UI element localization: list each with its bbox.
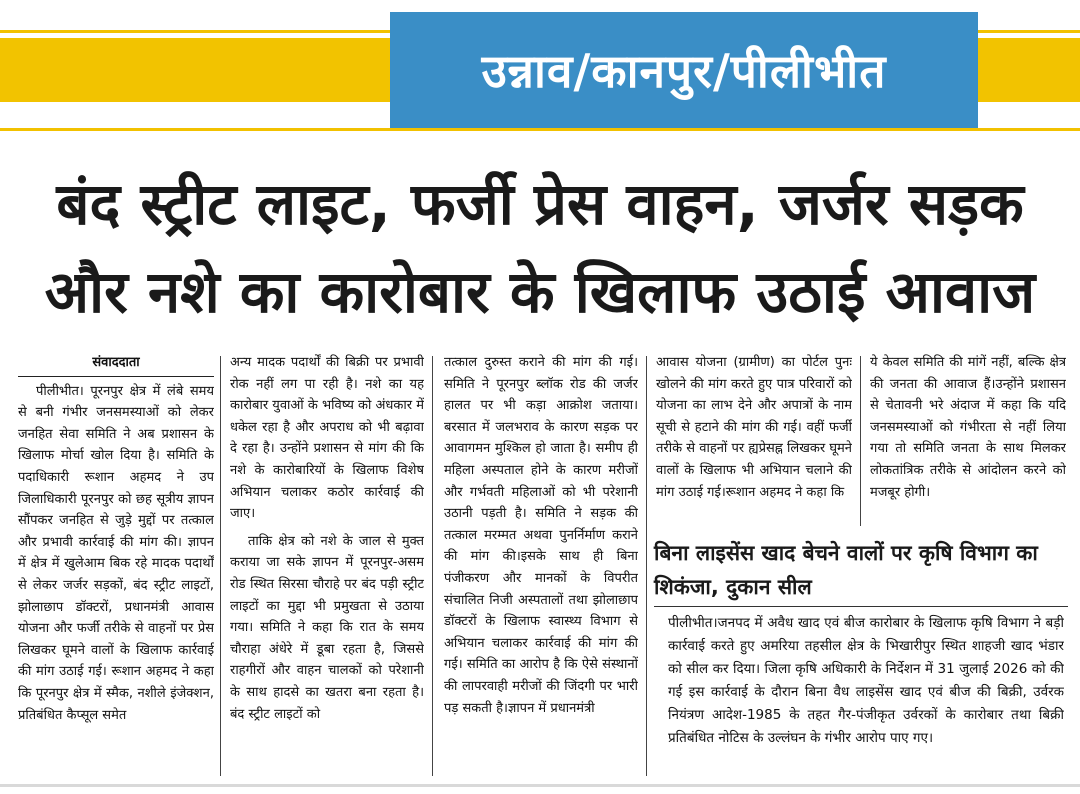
column-divider <box>646 356 647 776</box>
column-4-text: आवास योजना (ग्रामीण) का पोर्टल पुनः खोलने की मांग करते हुए पात्र परिवारों को योजना का लाभ देने और अपात्रों के नाम सूची से हटाने की मांग की गई। वहीं फर्जी तरीके से वाहनों पर ह्यप्रेसह्न लिखकर घूमने वालों के खिलाफ भी अभियान चलाने की मांग उठाई गई।रूशान अहमद ने कहा कि <box>656 355 852 500</box>
column-1-text: पीलीभीत। पूरनपुर क्षेत्र में लंबे समय से बनी गंभीर जनसमस्याओं को लेकर जनहित सेवा समिति ने अब प्रशासन के खिलाफ मोर्चा खोल दिया है। समिति के पदाधिकारी रूशान अहमद ने उप जिलाधिकारी पूरनपुर को छह सूत्रीय ज्ञापन सौंपकर जनहित से जुड़े मुद्दों पर तत्काल और प्रभावी कार्रवाई की मांग की। ज्ञापन में क्षेत्र में खुलेआम बिक रहे मादक पदार्थों से लेकर जर्जर सड़कों, बंद स्ट्रीट लाइटों, झोलाछाप डॉक्टरों, प्रधानमंत्री आवास योजना और फर्जी तरीके से वाहनों पर प्रेस लिखकर घूमने वालों के खिलाफ कार्रवाई की मांग उठाई गई। रूशान अहमद ने कहा कि पूरनपुर क्षेत्र में स्मैक, नशीले इंजेक्शन, प्रतिबंधित कैप्सूल समेत <box>18 383 214 723</box>
article-column-1 <box>18 352 214 782</box>
headline-line-1: बंद स्ट्रीट लाइट, फर्जी प्रेस वाहन, जर्जर सड़क <box>56 170 1024 238</box>
column-3-text: तत्काल दुरुस्त कराने की मांग की गई।समिति ने पूरनपुर ब्लॉक रोड की जर्जर हालत पर भी कड़ा आक्रोश जताया। बरसात में जलभराव के कारण सड़क पर आवागमन मुश्किल हो जाता है। समीप ही महिला अस्पताल होने के कारण मरीजों और गर्भवती महिलाओं को भी परेशानी उठानी पड़ती है। समिति ने सड़क की तत्काल मरम्मत अथवा पुनर्निर्माण कराने की मांग की।इसके साथ ही बिना पंजीकरण और मानकों के विपरीत संचालित निजी अस्पतालों तथा झोलाछाप डॉक्टरों के खिलाफ स्वास्थ्य विभाग से अभियान चलाकर कार्रवाई की मांग की गई। समिति का आरोप है कि ऐसे संस्थानों की लापरवाही मरीजों की जिंदगी पर भारी पड़ सकती है।ज्ञापन में प्रधानमंत्री <box>444 355 638 716</box>
article-column-3 <box>444 352 638 782</box>
sub-article-body: पीलीभीत।जनपद में अवैध खाद एवं बीज कारोबार के खिलाफ कृषि विभाग ने बड़ी कार्रवाई करते हुए अमरिया तहसील क्षेत्र के भिखारीपुर स्थित शाहजी खाद भंडार को सील कर दिया। जिला कृषि अधिकारी के निर्देशन में 31 जुलाई 2026 को की गई इस कार्रवाई के दौरान बिना वैध लाइसेंस खाद एवं बीज की बिक्री, उर्वरक नियंत्रण आदेश-1985 के तहत गैर-पंजीकृत उर्वरकों के कारोबार तथा बिक्री प्रतिबंधित नोटिस के उल्लंघन के गंभीर आरोप पाए गए। <box>668 615 1064 746</box>
byline: संवाददाता <box>92 355 140 370</box>
column-divider <box>432 356 433 776</box>
column-2-text-a: अन्य मादक पदार्थों की बिक्री पर प्रभावी रोक नहीं लग पा रही है। नशे का यह कारोबार युवाओं के भविष्य को अंधकार में धकेल रहा है और अपराध को भी बढ़ावा दे रहा है। उन्होंने प्रशासन से मांग की कि नशे के कारोबारियों के खिलाफ विशेष अभियान चलाकर कठोर कार्रवाई की जाए। <box>230 355 424 522</box>
bottom-band-line <box>0 128 1080 131</box>
column-5-text: ये केवल समिति की मांगें नहीं, बल्कि क्षेत्र की जनता की आवाज हैं।उन्होंने प्रशासन से चेतावनी भरे अंदाज में कहा कि यदि जनसमस्याओं को गंभीरता से नहीं लिया गया तो समिति जनता के साथ मिलकर लोकतांत्रिक तरीके से आंदोलन करने को मजबूर होगी। <box>870 355 1066 500</box>
main-headline <box>20 160 1060 336</box>
column-2-text-b: ताकि क्षेत्र को नशे के जाल से मुक्त कराया जा सके ज्ञापन में पूरनपुर-असम रोड स्थित सिरसा चौराहे पर बंद पड़ी स्ट्रीट लाइटों का मुद्दा भी प्रमुखता से उठाया गया। समिति ने कहा कि रात के समय चौराहा अंधेरे में डूबा रहता है, जिससे राहगीरों और वाहन चालकों को परेशानी के साथ हादसे का खतरा बना रहता है। बंद स्ट्रीट लाइटों को <box>230 533 424 722</box>
column-divider <box>860 356 861 526</box>
page-bottom-rule <box>0 784 1080 787</box>
sub-article-rule <box>654 606 1068 607</box>
article-column-4 <box>656 352 852 532</box>
byline-rule <box>18 376 214 377</box>
headline-line-2: और नशे का कारोबार के खिलाफ उठाई आवाज <box>44 258 1036 326</box>
column-divider <box>220 356 221 776</box>
section-title: उन्नाव/कानपुर/पीलीभीत <box>481 44 887 98</box>
section-banner <box>390 12 978 128</box>
sub-article-headline: बिना लाइसेंस खाद बेचने वालों पर कृषि विभाग का शिकंजा, दुकान सील <box>654 541 1038 599</box>
article-column-2 <box>230 352 424 782</box>
article-column-5 <box>870 352 1066 532</box>
